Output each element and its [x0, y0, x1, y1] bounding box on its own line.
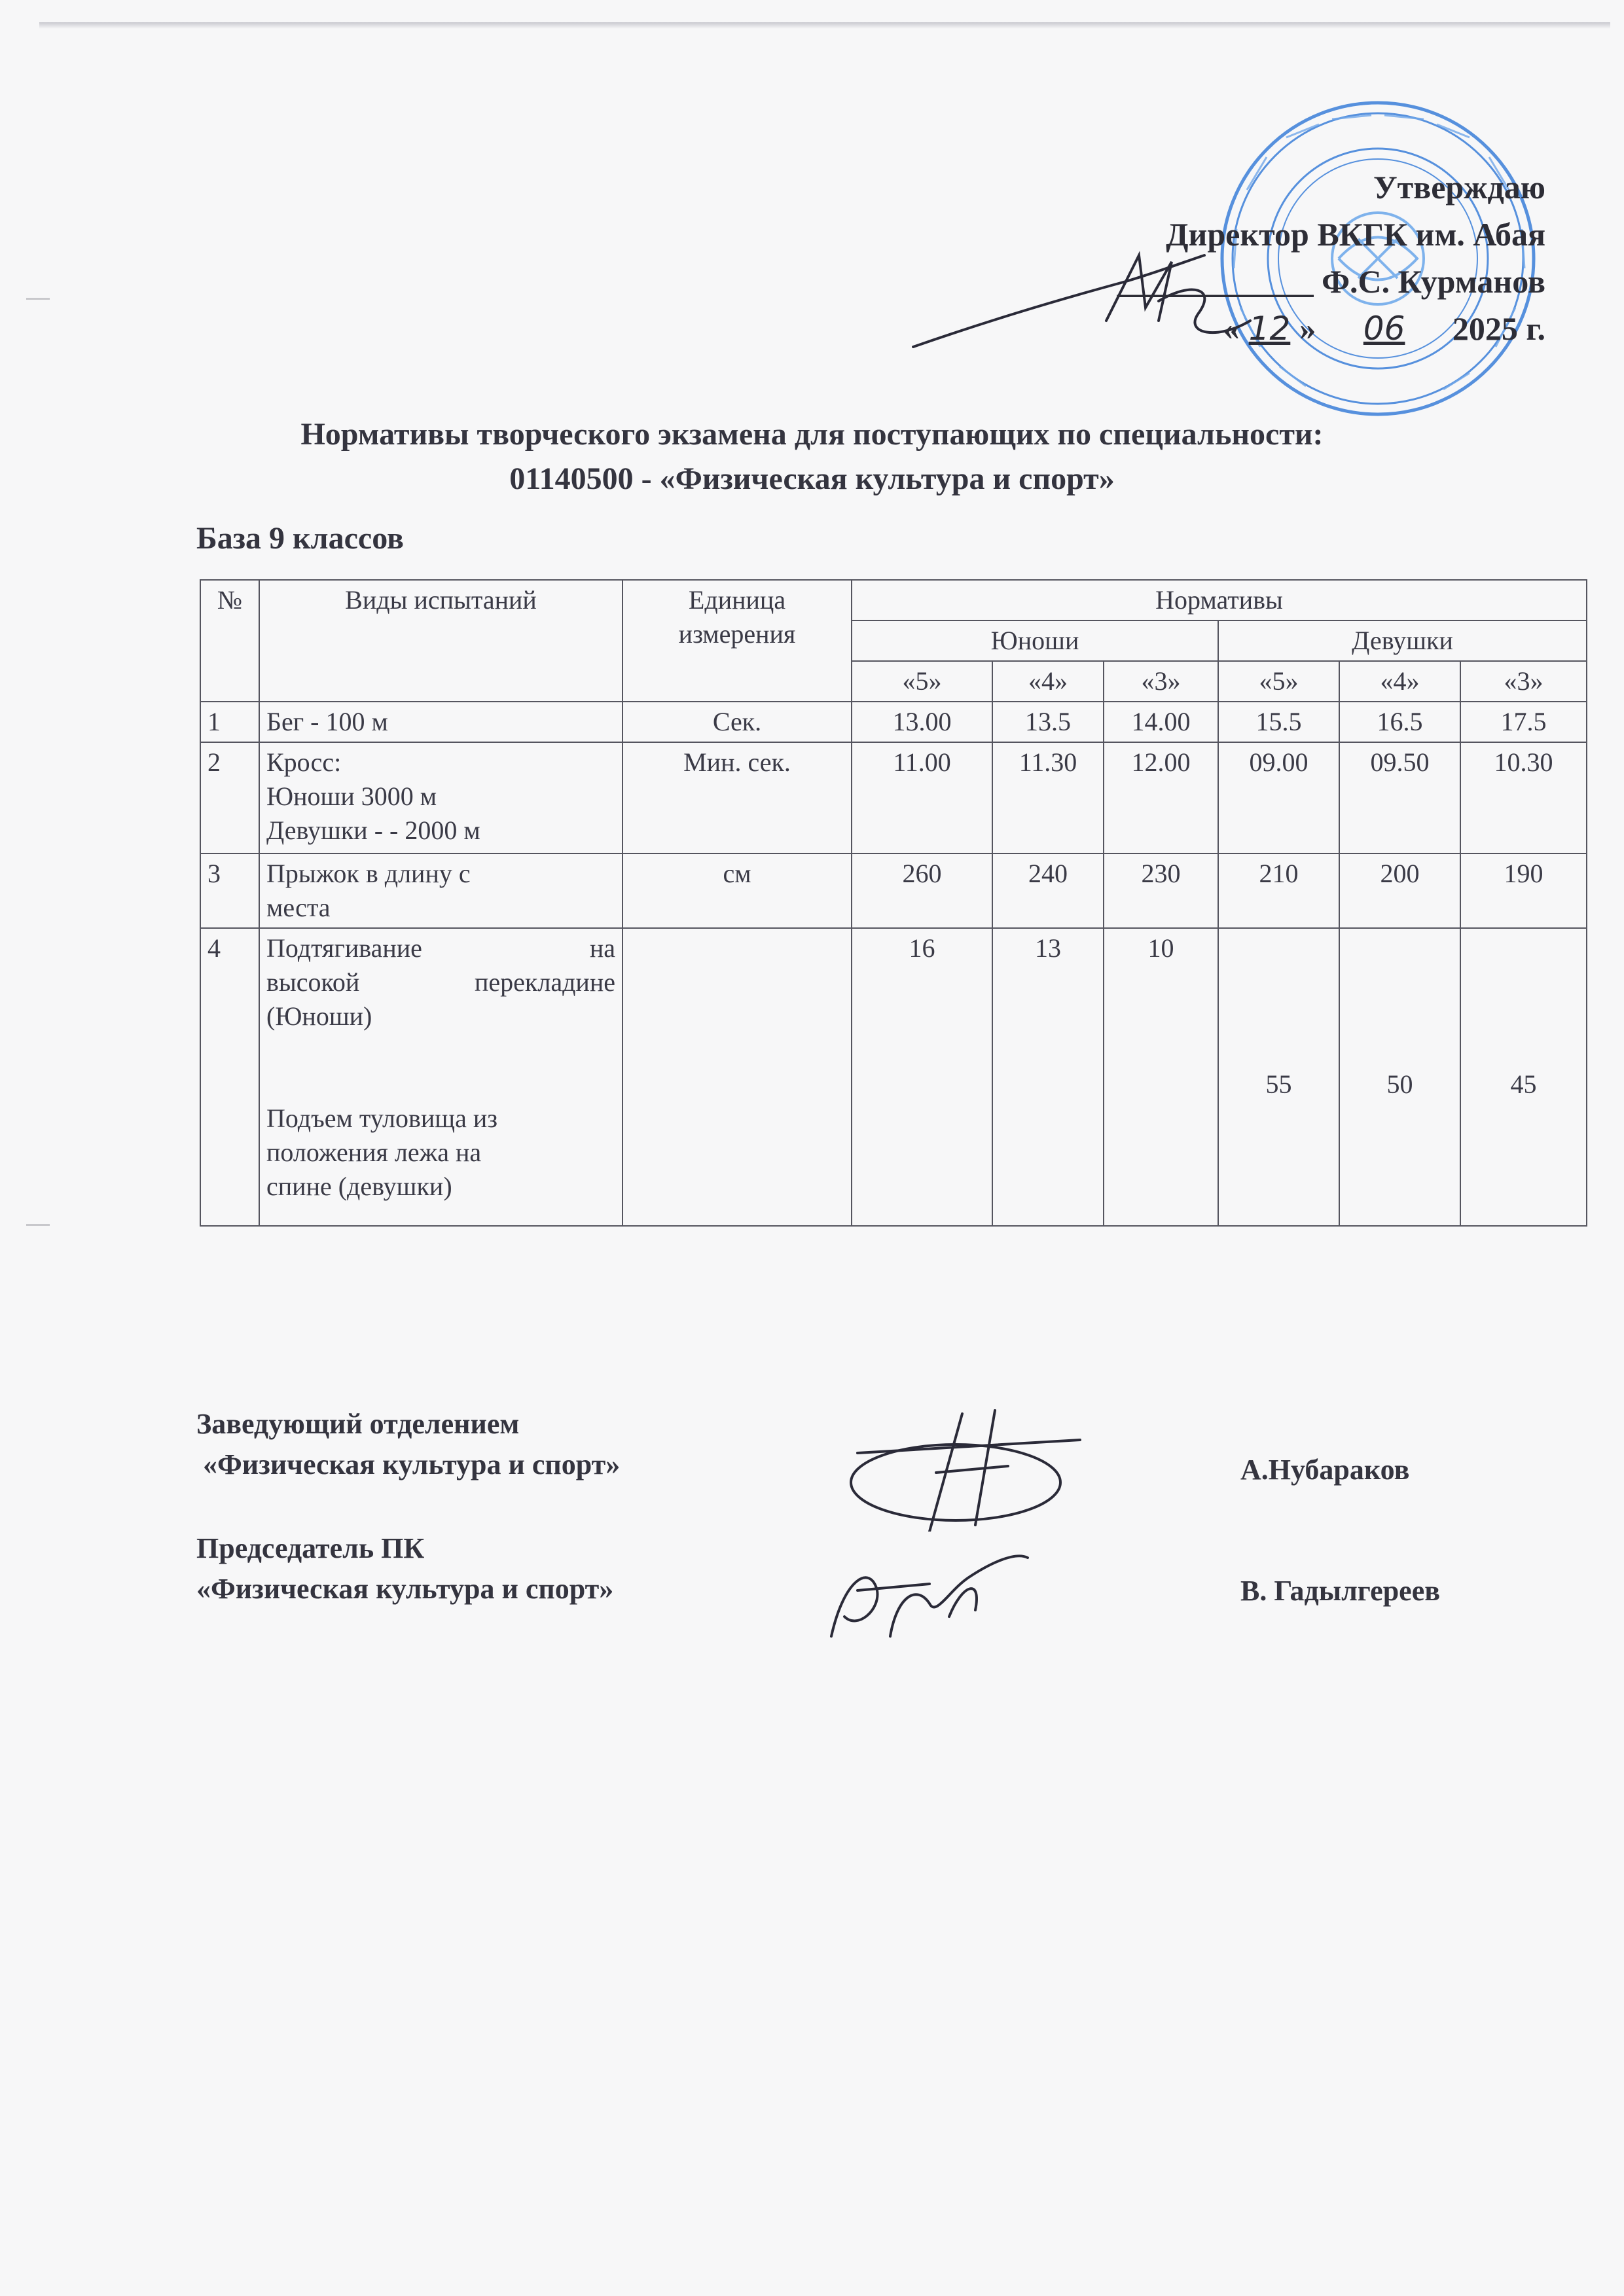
row-num: 2 [200, 742, 259, 853]
test-name: Бег - 100 м [259, 702, 623, 742]
unit: Сек. [623, 702, 852, 742]
head-signature [844, 1401, 1093, 1532]
base-heading: База 9 классов [196, 521, 404, 556]
header-grade-3: «3» [1104, 661, 1218, 702]
test-name: Подтягивание на высокой перекладине (Юноши) Подъем туловища из положения лежа на спине (девушки) [259, 928, 623, 1226]
scan-mark [26, 1224, 50, 1226]
header-grade-3: «3» [1460, 661, 1587, 702]
head-of-department-title: Заведующий отделением «Физическая культура и спорт» [196, 1408, 621, 1480]
girls-5: 15.5 [1218, 702, 1339, 742]
header-boys: Юноши [852, 620, 1218, 661]
boys-5: 13.00 [852, 702, 992, 742]
row-num: 4 [200, 928, 259, 1226]
header-norms: Нормативы [852, 580, 1587, 620]
header-grade-4: «4» [1339, 661, 1460, 702]
boys-5: 11.00 [852, 742, 992, 853]
chair-name: В. Гадылгереев [1240, 1575, 1440, 1607]
boys-3: 12.00 [1104, 742, 1218, 853]
girls-3: 45 [1460, 928, 1587, 1226]
chair-signature [818, 1538, 1034, 1656]
table-row [200, 928, 1587, 1226]
table-row [200, 702, 1587, 742]
header-grade-4: «4» [992, 661, 1104, 702]
unit: Мин. сек. [623, 742, 852, 853]
girls-4: 16.5 [1339, 702, 1460, 742]
girls-5: 55 [1218, 928, 1339, 1226]
girls-3: 190 [1460, 853, 1587, 928]
norms-table [200, 579, 1587, 1227]
chair-title: Председатель ПК «Физическая культура и спорт» [196, 1532, 614, 1605]
girls-5: 09.00 [1218, 742, 1339, 853]
date-day: 12 [1248, 310, 1291, 348]
document-title [0, 412, 1624, 501]
title-line-1: Нормативы творческого экзамена для поступающих по специальности: [300, 417, 1324, 452]
row-num: 1 [200, 702, 259, 742]
boys-3: 14.00 [1104, 702, 1218, 742]
header-grade-5: «5» [852, 661, 992, 702]
approval-block [1117, 164, 1545, 352]
unit [623, 928, 852, 1226]
test-name: Прыжок в длину с места [259, 853, 623, 928]
boys-4: 13 [992, 928, 1104, 1226]
girls-5: 210 [1218, 853, 1339, 928]
table-row [200, 742, 1587, 853]
girls-3: 10.30 [1460, 742, 1587, 853]
approval-title: Утверждаю [1373, 169, 1545, 206]
approval-name: ____________ Ф.С. Курманов [1117, 263, 1545, 300]
boys-5: 260 [852, 853, 992, 928]
boys-5: 16 [852, 928, 992, 1226]
scan-mark [26, 298, 50, 300]
row-num: 3 [200, 853, 259, 928]
girls-4: 50 [1339, 928, 1460, 1226]
test-name: Кросс: Юноши 3000 м Девушки - - 2000 м [259, 742, 623, 853]
table-row [200, 853, 1587, 928]
approval-date: « 12 » 06 2025 г. [1223, 310, 1545, 348]
girls-4: 09.50 [1339, 742, 1460, 853]
girls-4: 200 [1339, 853, 1460, 928]
boys-4: 13.5 [992, 702, 1104, 742]
title-line-2: 01140500 - «Физическая культура и спорт» [509, 461, 1115, 496]
head-name: А.Нубараков [1240, 1454, 1410, 1486]
girls-3: 17.5 [1460, 702, 1587, 742]
boys-3: 230 [1104, 853, 1218, 928]
header-tests: Виды испытаний [259, 580, 623, 702]
unit: см [623, 853, 852, 928]
header-num: № [200, 580, 259, 702]
boys-4: 240 [992, 853, 1104, 928]
scan-top-edge [39, 22, 1610, 29]
date-year: 2025 г. [1452, 310, 1545, 347]
date-month: 06 [1363, 310, 1405, 348]
header-grade-5: «5» [1218, 661, 1339, 702]
boys-3: 10 [1104, 928, 1218, 1226]
approval-position: Директор ВКГК им. Абая [1166, 216, 1545, 253]
header-unit: Единица измерения [623, 580, 852, 702]
boys-4: 11.30 [992, 742, 1104, 853]
header-girls: Девушки [1218, 620, 1587, 661]
